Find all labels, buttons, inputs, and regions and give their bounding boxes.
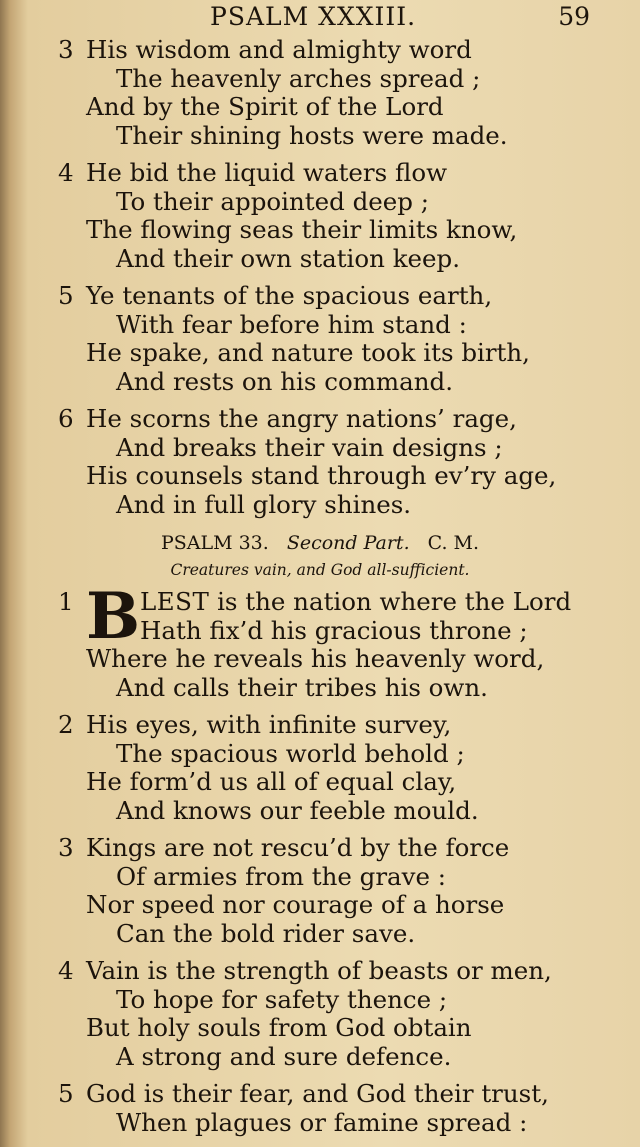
verse-line: He spake, and nature took its birth, — [86, 338, 530, 367]
stanza — [0, 405, 640, 519]
verse-line: And their own station keep. — [116, 243, 461, 273]
stanza — [0, 957, 640, 1071]
verse-line: With fear before him stand : — [116, 309, 467, 339]
verse-line: The flowing seas their limits know, — [86, 215, 518, 244]
verse-line: And rests on his command. — [116, 366, 454, 396]
stanza — [0, 1080, 640, 1137]
psalm-heading — [0, 528, 640, 558]
verse-line: His counsels stand through ev’ry age, — [86, 461, 557, 490]
verse-line: And breaks their vain designs ; — [116, 432, 503, 462]
psalm-subtitle: Creatures vain, and God all-sufficient. — [170, 561, 470, 579]
verse-number: 3 — [58, 833, 74, 862]
stanza — [0, 36, 640, 150]
verse-line: He form’d us all of equal clay, — [86, 767, 457, 796]
running-title: PSALM XXXIII. — [210, 2, 417, 31]
page-number: 59 — [558, 2, 590, 31]
verse-number: 6 — [58, 404, 74, 433]
psalm-heading-meter: C. M. — [427, 532, 480, 554]
verse-line: Ye tenants of the spacious earth, — [86, 281, 493, 310]
verse-line: And in full glory shines. — [116, 489, 412, 519]
stanza — [0, 711, 640, 825]
stanza — [0, 159, 640, 273]
verse-line: Can the bold rider save. — [116, 918, 416, 948]
verse-line: Kings are not rescu’d by the force — [86, 833, 510, 862]
verse-line: A strong and sure defence. — [116, 1041, 452, 1071]
verse-line: His eyes, with infinite survey, — [86, 710, 452, 739]
verse-number: 5 — [58, 281, 74, 310]
verse-number: 4 — [58, 158, 74, 187]
verse-line: To their appointed deep ; — [116, 186, 429, 216]
verse-line: Hath fix’d his gracious throne ; — [140, 615, 528, 645]
verse-line — [140, 588, 571, 617]
verse-line: Where he reveals his heavenly word, — [86, 644, 545, 673]
verse-line: God is their fear, and God their trust, — [86, 1079, 549, 1108]
verse-line: When plagues or famine spread : — [116, 1107, 528, 1137]
verse-number: 1 — [58, 587, 74, 616]
verse-number: 4 — [58, 956, 74, 985]
page-header — [0, 0, 640, 34]
verse-line: Vain is the strength of beasts or men, — [86, 956, 552, 985]
drop-cap: B — [86, 579, 141, 654]
verse-number: 3 — [58, 35, 74, 64]
hymn-content — [0, 36, 640, 1146]
verse-line: The heavenly arches spread ; — [116, 63, 481, 93]
verse-line: But holy souls from God obtain — [86, 1013, 472, 1042]
verse-line: He scorns the angry nations’ rage, — [86, 404, 517, 433]
verse-line: The spacious world behold ; — [116, 738, 465, 768]
verse-line: To hope for safety thence ; — [116, 984, 448, 1014]
verse-number: 2 — [58, 710, 74, 739]
stanza — [0, 834, 640, 948]
psalm-heading-part: Second Part. — [286, 532, 410, 554]
verse-line: He bid the liquid waters flow — [86, 158, 448, 187]
stanza — [0, 579, 640, 702]
verse-line: And knows our feeble mould. — [116, 795, 479, 825]
psalm-heading-number: PSALM 33. — [160, 532, 269, 554]
verse-line: And by the Spirit of the Lord — [86, 92, 444, 121]
verse-line: Their shining hosts were made. — [116, 120, 508, 150]
verse-line: And calls their tribes his own. — [116, 672, 488, 702]
verse-line: His wisdom and almighty word — [86, 35, 472, 64]
stanza — [0, 282, 640, 396]
verse-line: Nor speed nor courage of a horse — [86, 890, 505, 919]
first-line-rest: is the nation where the Lord — [209, 587, 572, 616]
verse-line: Of armies from the grave : — [116, 861, 447, 891]
first-word-rest: LEST — [140, 587, 210, 616]
verse-number: 5 — [58, 1079, 74, 1108]
